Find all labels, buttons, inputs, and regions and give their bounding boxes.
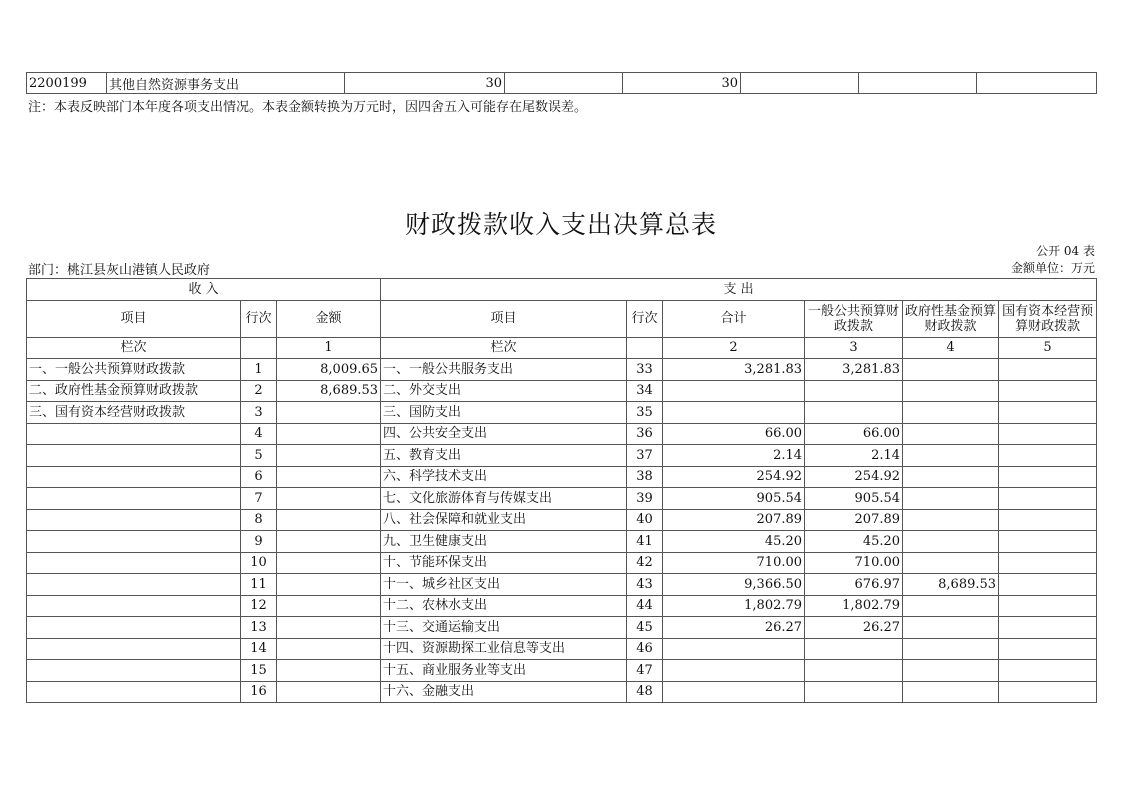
state-capital-cell xyxy=(999,445,1097,467)
general-budget-cell: 45.20 xyxy=(805,531,903,553)
income-item-cell xyxy=(27,552,241,574)
income-rowno-cell: 15 xyxy=(241,660,277,682)
income-item-cell: 二、政府性基金预算财政拨款 xyxy=(27,380,241,402)
expense-item-cell: 三、国防支出 xyxy=(381,402,627,424)
total-cell: 254.92 xyxy=(663,466,805,488)
col-header-item: 项目 xyxy=(27,300,241,337)
general-budget-cell: 3,281.83 xyxy=(805,359,903,381)
general-budget-cell: 676.97 xyxy=(805,574,903,596)
expense-rowno-cell: 35 xyxy=(627,402,663,424)
income-amount-cell xyxy=(277,638,381,660)
income-rowno-cell: 14 xyxy=(241,638,277,660)
expense-rowno-cell: 43 xyxy=(627,574,663,596)
income-rowno-cell: 8 xyxy=(241,509,277,531)
income-amount-cell: 8,009.65 xyxy=(277,359,381,381)
total-cell xyxy=(663,638,805,660)
income-amount-cell xyxy=(277,574,381,596)
header-row-section xyxy=(27,279,1097,301)
general-budget-cell xyxy=(805,681,903,703)
state-capital-cell xyxy=(999,638,1097,660)
expense-rowno-cell: 45 xyxy=(627,617,663,639)
col-index: 4 xyxy=(903,337,999,359)
expense-item-cell: 五、教育支出 xyxy=(381,445,627,467)
expense-item-cell: 四、公共安全支出 xyxy=(381,423,627,445)
income-amount-cell xyxy=(277,617,381,639)
expense-rowno-cell: 48 xyxy=(627,681,663,703)
col-header-general: 一般公共预算财政拨款 xyxy=(805,300,903,337)
expense-rowno-cell: 44 xyxy=(627,595,663,617)
fund-budget-cell xyxy=(903,445,999,467)
expense-item-cell: 一、一般公共服务支出 xyxy=(381,359,627,381)
expense-item-cell: 十五、商业服务业等支出 xyxy=(381,660,627,682)
income-item-cell xyxy=(27,466,241,488)
expense-item-cell: 二、外交支出 xyxy=(381,380,627,402)
table-row xyxy=(27,531,1097,553)
table-row xyxy=(27,466,1097,488)
col-index-label: 栏次 xyxy=(381,337,627,359)
total-cell: 45.20 xyxy=(663,531,805,553)
table-row xyxy=(27,359,1097,381)
income-rowno-cell: 3 xyxy=(241,402,277,424)
fund-budget-cell xyxy=(903,660,999,682)
income-item-cell xyxy=(27,638,241,660)
general-budget-cell xyxy=(805,638,903,660)
fund-budget-cell xyxy=(903,681,999,703)
state-capital-cell xyxy=(999,423,1097,445)
income-item-cell xyxy=(27,660,241,682)
expense-item-cell: 十一、城乡社区支出 xyxy=(381,574,627,596)
col-header-amount: 金额 xyxy=(277,300,381,337)
income-rowno-cell: 16 xyxy=(241,681,277,703)
state-capital-cell xyxy=(999,380,1097,402)
fund-budget-cell xyxy=(903,638,999,660)
col-header-item: 项目 xyxy=(381,300,627,337)
col-header-total: 合计 xyxy=(663,300,805,337)
income-header: 收 入 xyxy=(27,279,381,301)
income-amount-cell xyxy=(277,445,381,467)
amount-cell: 30 xyxy=(623,73,741,94)
state-capital-cell xyxy=(999,402,1097,424)
budget-summary-table xyxy=(26,278,1097,703)
income-amount-cell xyxy=(277,488,381,510)
income-amount-cell xyxy=(277,466,381,488)
income-rowno-cell: 4 xyxy=(241,423,277,445)
header-row-index xyxy=(27,337,1097,359)
general-budget-cell xyxy=(805,380,903,402)
income-amount-cell xyxy=(277,402,381,424)
fund-budget-cell xyxy=(903,423,999,445)
state-capital-cell xyxy=(999,617,1097,639)
income-rowno-cell: 5 xyxy=(241,445,277,467)
expense-rowno-cell: 34 xyxy=(627,380,663,402)
state-capital-cell xyxy=(999,681,1097,703)
fund-budget-cell xyxy=(903,509,999,531)
table-row xyxy=(27,552,1097,574)
total-cell xyxy=(663,681,805,703)
expense-rowno-cell: 33 xyxy=(627,359,663,381)
state-capital-cell xyxy=(999,574,1097,596)
general-budget-cell: 905.54 xyxy=(805,488,903,510)
expense-rowno-cell: 39 xyxy=(627,488,663,510)
total-cell xyxy=(663,660,805,682)
expense-item-cell: 十六、金融支出 xyxy=(381,681,627,703)
income-rowno-cell: 11 xyxy=(241,574,277,596)
income-item-cell: 一、一般公共预算财政拨款 xyxy=(27,359,241,381)
subject-name: 其他自然资源事务支出 xyxy=(107,73,345,94)
expense-item-cell: 七、文化旅游体育与传媒支出 xyxy=(381,488,627,510)
general-budget-cell: 1,802.79 xyxy=(805,595,903,617)
income-item-cell xyxy=(27,445,241,467)
expense-item-cell: 十三、交通运输支出 xyxy=(381,617,627,639)
fund-budget-cell xyxy=(903,402,999,424)
footnote: 注：本表反映部门本年度各项支出情况。本表金额转换为万元时，因四舍五入可能存在尾数误差。 xyxy=(28,100,588,115)
fund-budget-cell xyxy=(903,488,999,510)
income-item-cell xyxy=(27,681,241,703)
state-capital-cell xyxy=(999,660,1097,682)
general-budget-cell: 66.00 xyxy=(805,423,903,445)
income-amount-cell xyxy=(277,660,381,682)
col-index: 2 xyxy=(663,337,805,359)
fund-budget-cell xyxy=(903,531,999,553)
income-rowno-cell: 9 xyxy=(241,531,277,553)
table-row xyxy=(27,73,1097,94)
table-row xyxy=(27,509,1097,531)
header-row-columns xyxy=(27,300,1097,337)
table-row xyxy=(27,380,1097,402)
expense-item-cell: 十二、农林水支出 xyxy=(381,595,627,617)
col-index-label: 栏次 xyxy=(27,337,241,359)
expense-item-cell: 十、节能环保支出 xyxy=(381,552,627,574)
total-cell: 26.27 xyxy=(663,617,805,639)
state-capital-cell xyxy=(999,595,1097,617)
fund-budget-cell xyxy=(903,552,999,574)
total-cell: 66.00 xyxy=(663,423,805,445)
unit-label: 金额单位：万元 xyxy=(1010,261,1095,275)
expense-rowno-cell: 46 xyxy=(627,638,663,660)
fund-budget-cell xyxy=(903,380,999,402)
general-budget-cell: 254.92 xyxy=(805,466,903,488)
expense-rowno-cell: 36 xyxy=(627,423,663,445)
table-row xyxy=(27,402,1097,424)
income-rowno-cell: 12 xyxy=(241,595,277,617)
state-capital-cell xyxy=(999,466,1097,488)
income-rowno-cell: 10 xyxy=(241,552,277,574)
fund-budget-cell xyxy=(903,466,999,488)
fund-budget-cell: 8,689.53 xyxy=(903,574,999,596)
state-capital-cell xyxy=(999,488,1097,510)
income-rowno-cell: 6 xyxy=(241,466,277,488)
expense-rowno-cell: 47 xyxy=(627,660,663,682)
state-capital-cell xyxy=(999,359,1097,381)
expense-rowno-cell: 40 xyxy=(627,509,663,531)
income-item-cell xyxy=(27,488,241,510)
general-budget-cell: 2.14 xyxy=(805,445,903,467)
income-amount-cell: 8,689.53 xyxy=(277,380,381,402)
col-header-rowno: 行次 xyxy=(627,300,663,337)
expense-rowno-cell: 42 xyxy=(627,552,663,574)
table-row xyxy=(27,617,1097,639)
income-item-cell xyxy=(27,574,241,596)
expense-item-cell: 八、社会保障和就业支出 xyxy=(381,509,627,531)
expense-header: 支 出 xyxy=(381,279,1097,301)
total-cell: 2.14 xyxy=(663,445,805,467)
col-header-fund: 政府性基金预算财政拨款 xyxy=(903,300,999,337)
income-rowno-cell: 7 xyxy=(241,488,277,510)
income-amount-cell xyxy=(277,595,381,617)
col-index: 5 xyxy=(999,337,1097,359)
subject-code: 2200199 xyxy=(27,73,107,94)
page-title: 财政拨款收入支出决算总表 xyxy=(404,210,717,239)
col-index: 3 xyxy=(805,337,903,359)
expense-item-cell: 九、卫生健康支出 xyxy=(381,531,627,553)
expense-item-cell: 六、科学技术支出 xyxy=(381,466,627,488)
col-header-state: 国有资本经营预算财政拨款 xyxy=(999,300,1097,337)
income-rowno-cell: 1 xyxy=(241,359,277,381)
income-amount-cell xyxy=(277,531,381,553)
income-item-cell xyxy=(27,617,241,639)
previous-table-fragment xyxy=(26,72,1097,94)
income-amount-cell xyxy=(277,423,381,445)
total-cell: 3,281.83 xyxy=(663,359,805,381)
general-budget-cell: 710.00 xyxy=(805,552,903,574)
income-amount-cell xyxy=(277,681,381,703)
income-item-cell xyxy=(27,531,241,553)
total-cell: 9,366.50 xyxy=(663,574,805,596)
state-capital-cell xyxy=(999,531,1097,553)
general-budget-cell: 207.89 xyxy=(805,509,903,531)
table-row xyxy=(27,595,1097,617)
income-item-cell xyxy=(27,595,241,617)
col-header-rowno: 行次 xyxy=(241,300,277,337)
state-capital-cell xyxy=(999,509,1097,531)
table-row xyxy=(27,488,1097,510)
total-cell xyxy=(663,380,805,402)
total-cell: 710.00 xyxy=(663,552,805,574)
expense-rowno-cell: 41 xyxy=(627,531,663,553)
table-row xyxy=(27,660,1097,682)
table-row xyxy=(27,445,1097,467)
state-capital-cell xyxy=(999,552,1097,574)
table-row xyxy=(27,638,1097,660)
department-label: 部门：桃江县灰山港镇人民政府 xyxy=(28,263,211,278)
fund-budget-cell xyxy=(903,595,999,617)
total-cell: 905.54 xyxy=(663,488,805,510)
general-budget-cell xyxy=(805,660,903,682)
income-rowno-cell: 13 xyxy=(241,617,277,639)
table-row xyxy=(27,423,1097,445)
fund-budget-cell xyxy=(903,617,999,639)
col-index: 1 xyxy=(277,337,381,359)
income-amount-cell xyxy=(277,509,381,531)
general-budget-cell xyxy=(805,402,903,424)
income-item-cell: 三、国有资本经营财政拨款 xyxy=(27,402,241,424)
expense-rowno-cell: 37 xyxy=(627,445,663,467)
table-row xyxy=(27,681,1097,703)
fund-budget-cell xyxy=(903,359,999,381)
income-rowno-cell: 2 xyxy=(241,380,277,402)
total-cell: 207.89 xyxy=(663,509,805,531)
total-cell: 1,802.79 xyxy=(663,595,805,617)
table-row xyxy=(27,574,1097,596)
total-cell xyxy=(663,402,805,424)
amount-cell: 30 xyxy=(345,73,505,94)
income-amount-cell xyxy=(277,552,381,574)
expense-rowno-cell: 38 xyxy=(627,466,663,488)
general-budget-cell: 26.27 xyxy=(805,617,903,639)
income-item-cell xyxy=(27,423,241,445)
form-id: 公开 04 表 xyxy=(1036,244,1095,258)
income-item-cell xyxy=(27,509,241,531)
expense-item-cell: 十四、资源勘探工业信息等支出 xyxy=(381,638,627,660)
